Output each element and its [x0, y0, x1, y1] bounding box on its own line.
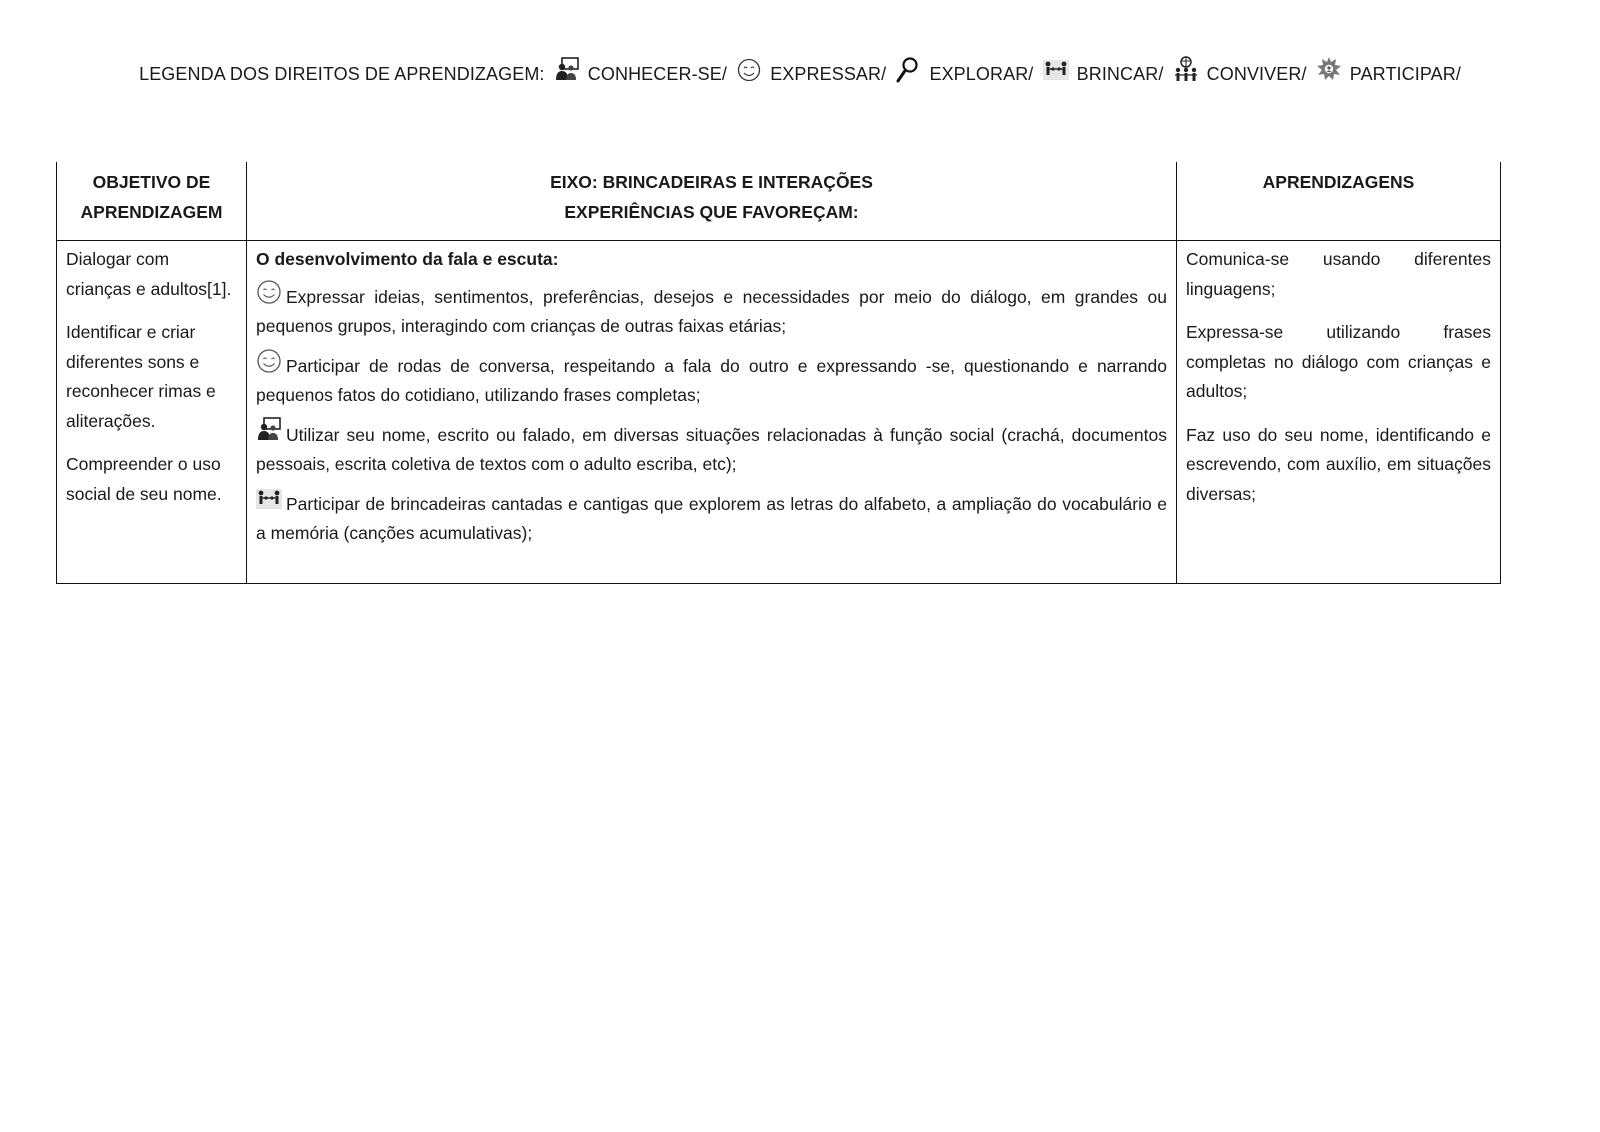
legend-label-brincar: BRINCAR/: [1076, 64, 1164, 84]
experiencias-cell: [247, 241, 1177, 584]
person-board-icon: [256, 417, 282, 443]
aprendizagem-item: Comunica-se usando diferentes linguagens;: [1186, 249, 1491, 299]
header-objetivo: [57, 162, 247, 241]
header-eixo-line1: EIXO: BRINCADEIRAS E INTERAÇÕES: [550, 172, 873, 192]
header-aprendizagens-label: APRENDIZAGENS: [1262, 172, 1415, 192]
experiencia-text: Participar de brincadeiras cantadas e cantigas que explorem as letras do alfabeto, a ampliação do vocabulário e a memória (canções acumulativas);: [256, 493, 1167, 543]
smiley-icon: [256, 348, 282, 374]
experiencia-item: [256, 417, 1167, 480]
aprendizagem-item: Expressa-se utilizando frases completas no diálogo com crianças e adultos;: [1186, 322, 1491, 401]
aprendizagens-cell: [1177, 241, 1501, 584]
table-header-row: [57, 162, 1501, 241]
legend-label-conviver: CONVIVER/: [1206, 64, 1307, 84]
header-eixo-line2: EXPERIÊNCIAS QUE FAVOREÇAM:: [564, 201, 859, 222]
experiencia-text: Expressar ideias, sentimentos, preferências, desejos e necessidades por meio do diálogo, em grandes ou pequenos grupos, interagindo com crianças de outras faixas etárias;: [256, 286, 1167, 336]
children-playing-icon: [1043, 56, 1069, 84]
experiencia-text: Utilizar seu nome, escrito ou falado, em diversas situações relacionadas à função social (crachá, documentos pessoais, escrita coletiva de textos com o adulto escriba, etc);: [256, 424, 1167, 474]
experiencia-item: [256, 348, 1167, 411]
experiencia-text: Participar de rodas de conversa, respeitando a fala do outro e expressando -se, questionando e narrando pequenos fatos do cotidiano, utilizando frases completas;: [256, 355, 1167, 405]
magnifier-icon: [895, 56, 921, 84]
experiencia-item: [256, 279, 1167, 342]
legend-prefix: LEGENDA DOS DIREITOS DE APRENDIZAGEM:: [139, 64, 545, 84]
legend-line: [0, 56, 1600, 90]
smiley-icon: [256, 279, 282, 305]
legend-label-participar: PARTICIPAR/: [1349, 64, 1461, 84]
person-board-icon: [554, 56, 580, 84]
header-objetivo-line2: APRENDIZAGEM: [80, 201, 223, 222]
people-globe-icon: [1173, 56, 1199, 84]
gear-people-icon: [1316, 56, 1342, 84]
objetivo-item: Identificar e criar diferentes sons e reconhecer rimas e aliterações.: [66, 322, 216, 431]
objetivo-item: Compreender o uso social de seu nome.: [66, 454, 222, 504]
table-row: [57, 241, 1501, 584]
objetivos-cell: [57, 241, 247, 584]
experiencias-heading: O desenvolvimento da fala e escuta:: [256, 249, 559, 269]
header-objetivo-line1: OBJETIVO DE: [92, 172, 211, 192]
header-aprendizagens: [1177, 162, 1501, 241]
experiencia-item: [256, 486, 1167, 549]
learning-table: [56, 162, 1501, 584]
objetivo-item: Dialogar com crianças e adultos[1].: [66, 249, 232, 299]
legend-label-expressar: EXPRESSAR/: [770, 64, 887, 84]
aprendizagem-item: Faz uso do seu nome, identificando e escrevendo, com auxílio, em situações diversas;: [1186, 424, 1491, 504]
legend-label-explorar: EXPLORAR/: [929, 64, 1034, 84]
header-eixo: [247, 162, 1177, 241]
children-playing-icon: [256, 486, 282, 512]
smiley-icon: [736, 56, 762, 84]
legend-label-conhecer: CONHECER-SE/: [587, 64, 727, 84]
